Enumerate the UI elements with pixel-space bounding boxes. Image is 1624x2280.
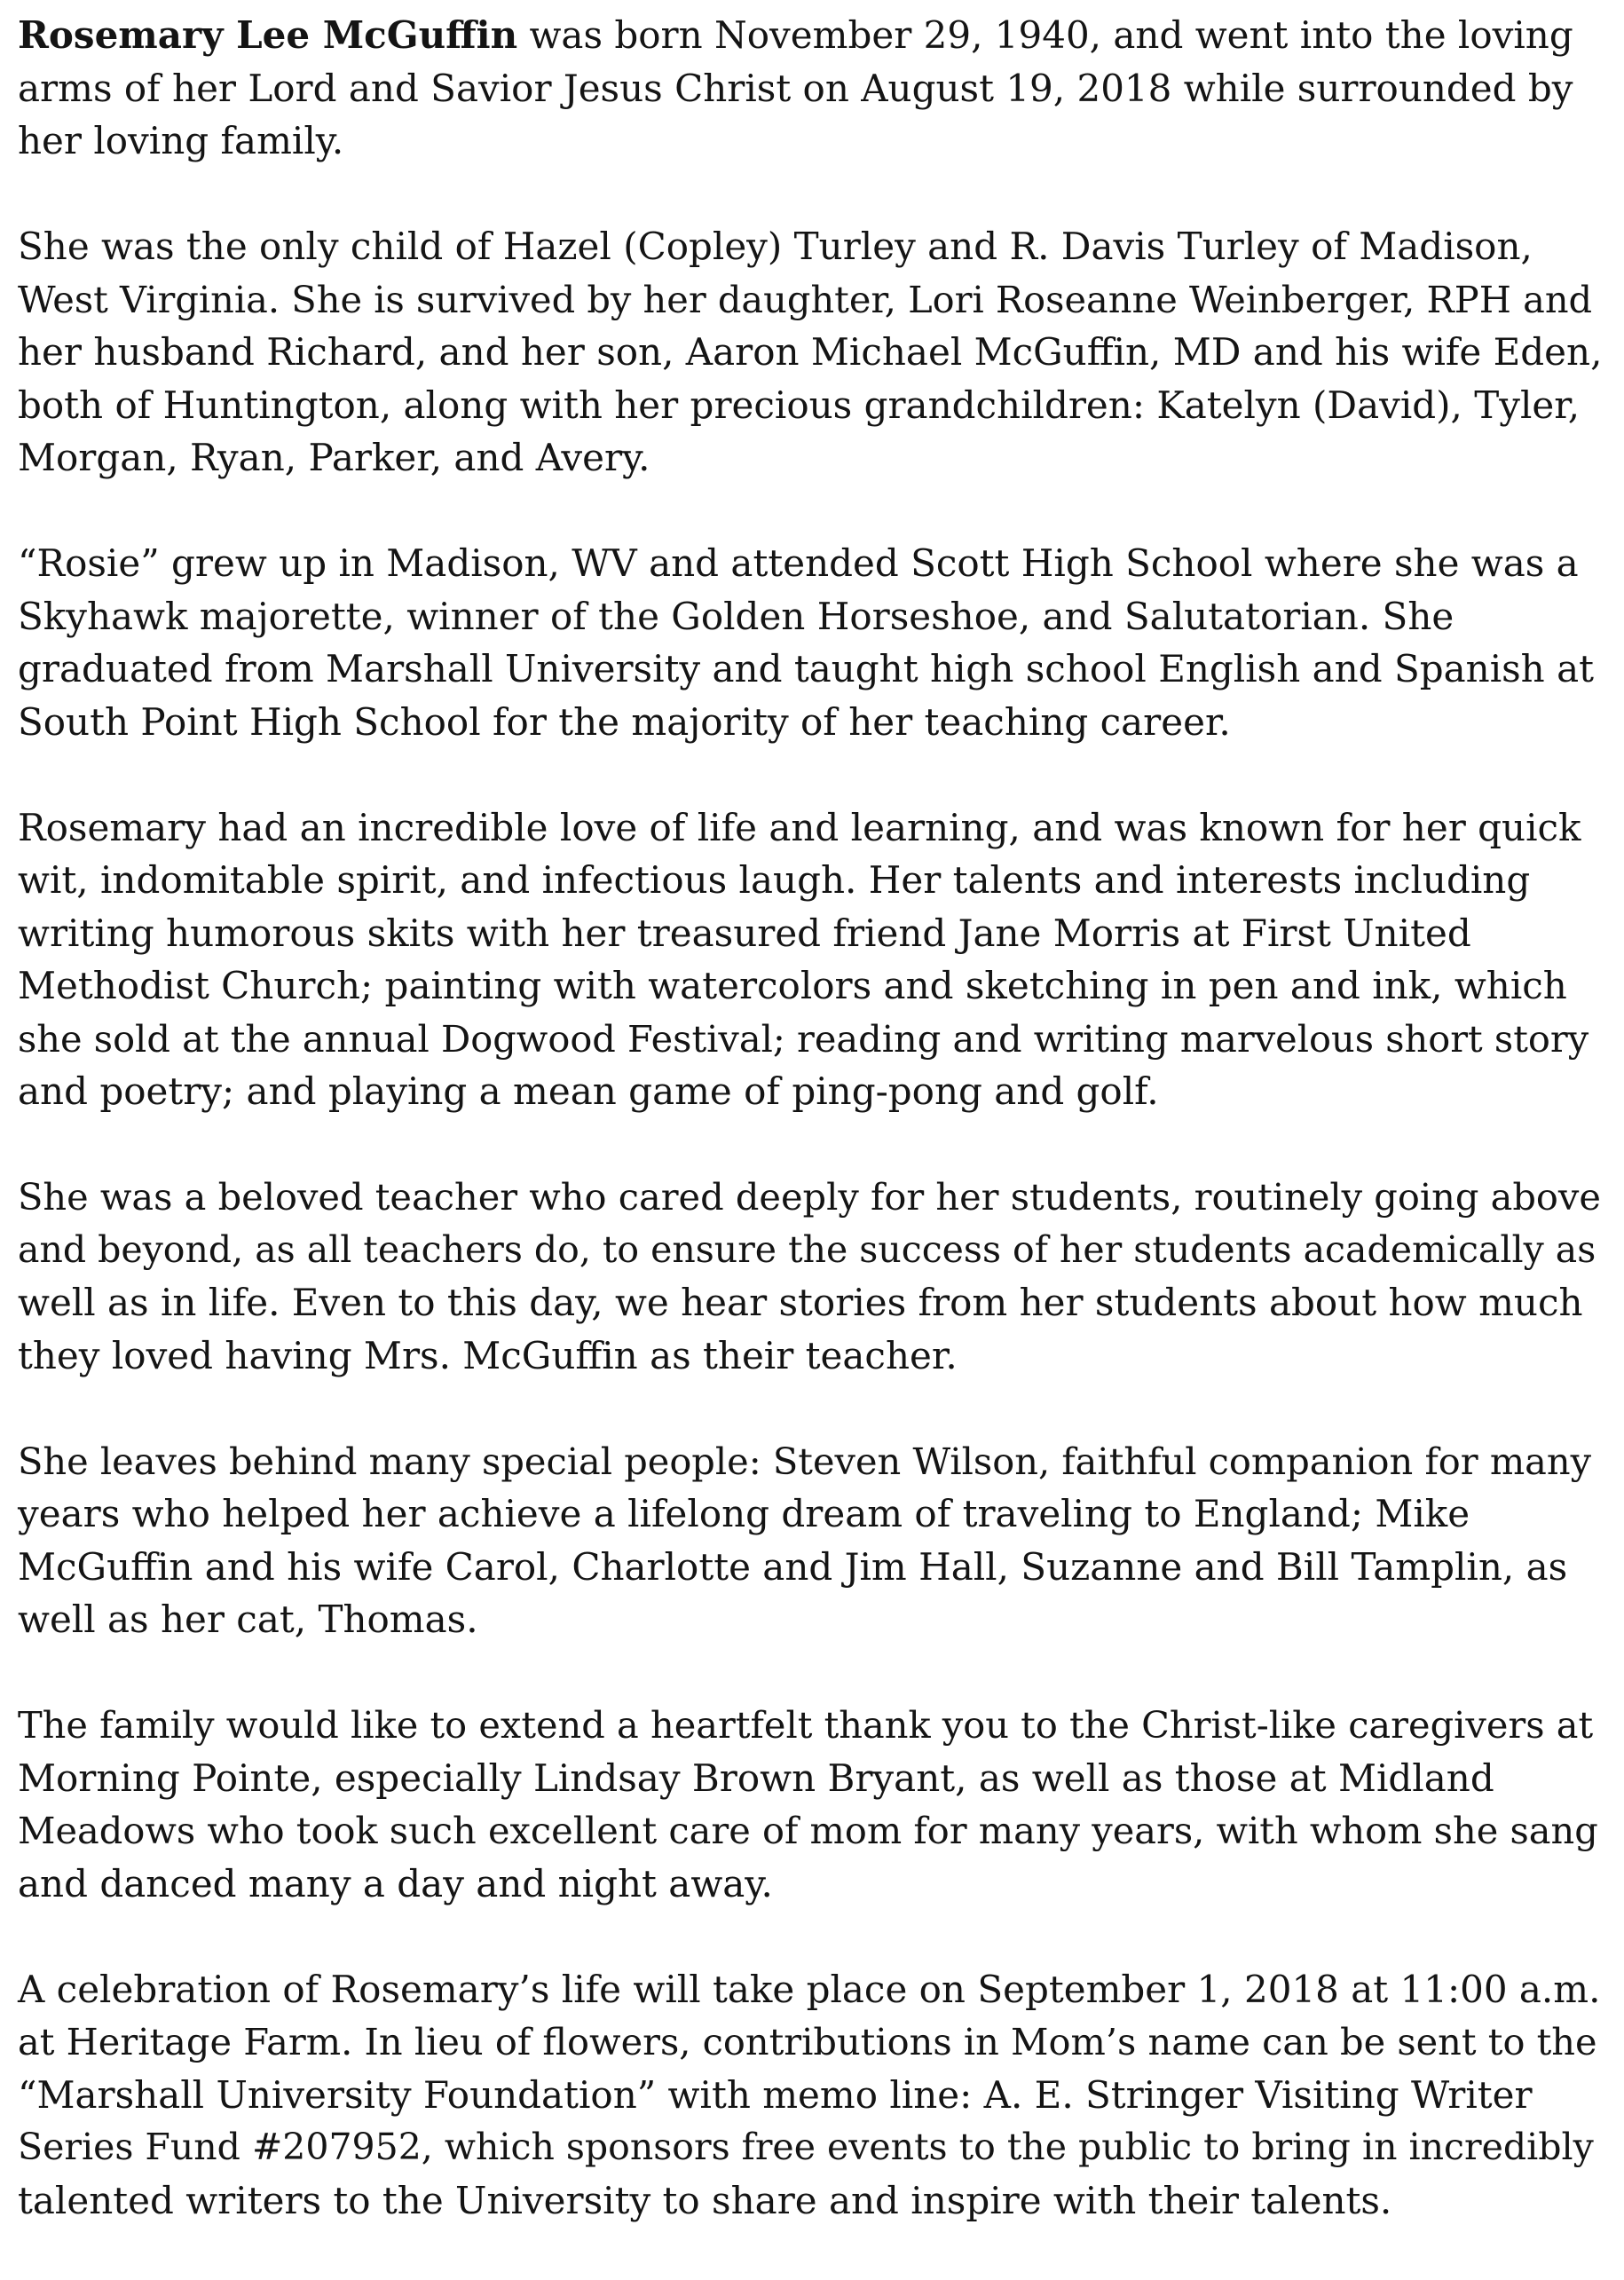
text-line: Meadows who took such excellent care of mom for many years, with whom she sang <box>18 1809 1598 1852</box>
paragraph-celebration <box>18 1963 1606 2228</box>
text-line: “Rosie” grew up in Madison, WV and attended Scott High School where she was a <box>18 541 1579 585</box>
text-line: well as her cat, Thomas. <box>18 1598 478 1641</box>
paragraph-education <box>18 537 1606 748</box>
paragraph-teacher <box>18 1171 1606 1382</box>
text-line: Rosemary had an incredible love of life and learning, and was known for her quick <box>18 805 1581 849</box>
text-line: She was a beloved teacher who cared deeply for her students, routinely going above <box>18 1175 1601 1219</box>
text-line: they loved having Mrs. McGuffin as their teacher. <box>18 1333 958 1377</box>
text-line: and poetry; and playing a mean game of ping-pong and golf. <box>18 1069 1159 1113</box>
deceased-name: Rosemary Lee McGuffin <box>18 13 518 57</box>
text-line: arms of her Lord and Savior Jesus Christ on August 19, 2018 while surrounded by <box>18 66 1573 110</box>
text-line: The family would like to extend a heartfelt thank you to the Christ-like caregivers at <box>18 1703 1594 1747</box>
text-line: and beyond, as all teachers do, to ensure the success of her students academically as <box>18 1227 1596 1271</box>
text-line: years who helped her achieve a lifelong dream of traveling to England; Mike <box>18 1492 1470 1535</box>
paragraph-thanks <box>18 1699 1606 1910</box>
text-line: her husband Richard, and her son, Aaron Michael McGuffin, MD and his wife Eden, <box>18 330 1603 374</box>
text-line: talented writers to the University to share and inspire with their talents. <box>18 2178 1392 2222</box>
paragraph-interests <box>18 801 1606 1118</box>
text-line: graduated from Marshall University and taught high school English and Spanish at <box>18 647 1594 690</box>
text-line <box>18 9 1606 62</box>
text-line: she sold at the annual Dogwood Festival; reading and writing marvelous short story <box>18 1016 1589 1061</box>
text-line: well as in life. Even to this day, we hear stories from her students about how much <box>18 1281 1583 1324</box>
text-line: Series Fund #207952, which sponsors free events to the public to bring in incredibly <box>18 2126 1594 2168</box>
text-line: both of Huntington, along with her precious grandchildren: Katelyn (David), Tyler, <box>18 383 1581 427</box>
text-line: She was the only child of Hazel (Copley) Turley and R. Davis Turley of Madison, <box>18 225 1533 268</box>
obituary-document <box>18 9 1606 2280</box>
text-line: She leaves behind many special people: Steven Wilson, faithful companion for many <box>18 1439 1592 1483</box>
paragraph-intro <box>18 9 1606 168</box>
text-line: Morning Pointe, especially Lindsay Brown Bryant, as well as those at Midland <box>18 1755 1494 1800</box>
text-line: Methodist Church; painting with watercolors and sketching in pen and ink, which <box>18 964 1567 1007</box>
paragraph-survivors <box>18 1435 1606 1646</box>
paragraph-family <box>18 220 1606 485</box>
text-line: writing humorous skits with her treasured friend Jane Morris at First United <box>18 911 1471 955</box>
text-line: “Marshall University Foundation” with memo line: A. E. Stringer Visiting Writer <box>18 2072 1533 2117</box>
text-line: and danced many a day and night away. <box>18 1861 773 1905</box>
text-line: her loving family. <box>18 119 344 162</box>
text-line: McGuffin and his wife Carol, Charlotte and Jim Hall, Suzanne and Bill Tamplin, as <box>18 1544 1568 1589</box>
text-line: at Heritage Farm. In lieu of flowers, contributions in Mom’s name can be sent to the <box>18 2020 1597 2063</box>
text-line: Morgan, Ryan, Parker, and Avery. <box>18 436 650 479</box>
text-line: South Point High School for the majority of her teaching career. <box>18 699 1231 744</box>
text-line: West Virginia. She is survived by her daughter, Lori Roseanne Weinberger, RPH and <box>18 277 1593 321</box>
text-segment: was born November 29, 1940, and went into the loving <box>517 13 1573 57</box>
text-line: Skyhawk majorette, winner of the Golden Horseshoe, and Salutatorian. She <box>18 594 1455 638</box>
text-line: wit, indomitable spirit, and infectious laugh. Her talents and interests including <box>18 858 1531 902</box>
text-line: A celebration of Rosemary’s life will take place on September 1, 2018 at 11:00 a.m. <box>18 1967 1601 2011</box>
